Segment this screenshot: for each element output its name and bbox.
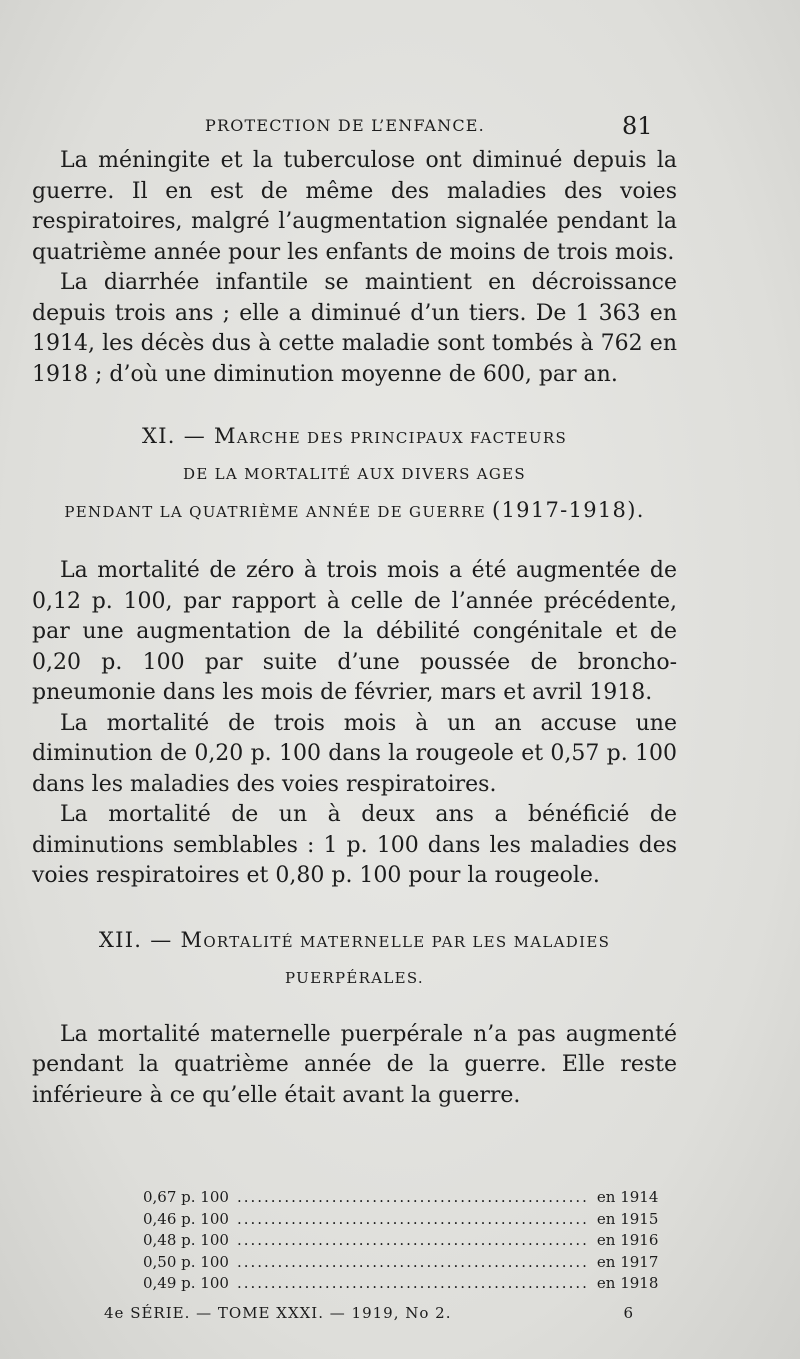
paragraph-meningitis: La méningite et la tuberculose ont diminué depuis la guerre. Il en est de même des maladies des voies respiratoires, malgré l’augmentation signalée pendant la quatrième année pour les enfants de moins de trois mois. xyxy=(32,148,677,265)
table-value: 0,67 p. 100 xyxy=(143,1188,229,1206)
page-number: 81 xyxy=(622,112,653,140)
section-xii-cap: M xyxy=(180,927,204,952)
section-xii-prefix: XII. — xyxy=(98,927,181,952)
sheet-number: 6 xyxy=(623,1304,634,1322)
body-text xyxy=(32,146,677,1111)
section-xi-title-line1: ARCHE DES PRINCIPAUX FACTEURS xyxy=(236,429,568,447)
page-footer xyxy=(104,1304,634,1328)
leader-dots: .................................................... xyxy=(236,1188,589,1206)
paragraph-diarrhea: La diarrhée infantile se maintient en décroissance depuis trois ans ; elle a diminué d’un tiers. De 1 363 en 1914, les décès dus à cette maladie sont tombés à 762 en 1918 ; d’où une diminution moyenne de 600, par an. xyxy=(32,270,677,387)
maternal-mortality-table xyxy=(143,1188,659,1296)
section-xi-title-line2: DE LA MORTALITÉ AUX DIVERS AGES xyxy=(183,465,526,483)
section-xi-title-line3: PENDANT LA QUATRIÈME ANNÉE DE GUERRE xyxy=(64,503,486,521)
page-header xyxy=(0,112,800,142)
paragraph-zero-three-months: La mortalité de zéro à trois mois a été augmentée de 0,12 p. 100, par rapport à celle de l’année précédente, par une augmentation de la débilité congénitale et de 0,20 p. 100 par suite d’une poussée de broncho-pneumonie dans les mois de février, mars et avril 1918. xyxy=(32,558,677,705)
section-xi-years: (1917-1918). xyxy=(492,498,645,522)
leader-dots: .................................................... xyxy=(236,1274,589,1292)
table-value: 0,46 p. 100 xyxy=(143,1209,229,1228)
table-row xyxy=(143,1231,659,1253)
paragraph-one-two-years: La mortalité de un à deux ans a bénéficié de diminutions semblables : 1 p. 100 dans les maladies des voies respiratoires et 0,80 p. 100 pour la rougeole. xyxy=(32,802,677,888)
paragraph-three-months-one-year: La mortalité de trois mois à un an accuse une diminution de 0,20 p. 100 dans la rougeole et 0,57 p. 100 dans les maladies des voies respiratoires. xyxy=(32,710,677,797)
section-xii-title-line1: ORTALITÉ MATERNELLE PAR LES MALADIES xyxy=(203,932,611,951)
table-year: en 1914 xyxy=(596,1188,659,1206)
leader-dots: .................................................... xyxy=(236,1252,589,1271)
table-year: en 1917 xyxy=(596,1252,659,1271)
section-xi-cap: M xyxy=(214,424,237,448)
leader-dots: .................................................... xyxy=(236,1231,589,1249)
table-row xyxy=(143,1209,659,1232)
section-xii-title-line2: PUERPÉRALES. xyxy=(285,968,424,987)
section-xii-heading xyxy=(32,922,677,996)
table-row xyxy=(143,1188,659,1210)
leader-dots: .................................................... xyxy=(236,1209,589,1228)
table-row xyxy=(143,1274,659,1296)
table-year: en 1916 xyxy=(596,1231,659,1249)
section-xi-heading xyxy=(32,418,677,530)
table-value: 0,49 p. 100 xyxy=(143,1274,229,1292)
running-title: PROTECTION DE L’ENFANCE. xyxy=(205,116,485,135)
paragraph-maternal-mortality: La mortalité maternelle puerpérale n’a pas augmenté pendant la quatrième année de la guerre. Elle reste inférieure à ce qu’elle était avant la guerre. xyxy=(32,1021,677,1108)
table-value: 0,48 p. 100 xyxy=(143,1231,229,1249)
table-row xyxy=(143,1252,659,1275)
table-year: en 1918 xyxy=(596,1274,659,1292)
footer-signature: 4e SÉRIE. — TOME XXXI. — 1919, No 2. xyxy=(104,1304,452,1322)
table-value: 0,50 p. 100 xyxy=(143,1252,229,1271)
table-year: en 1915 xyxy=(596,1209,659,1228)
section-xi-prefix: XI. — xyxy=(141,424,215,448)
